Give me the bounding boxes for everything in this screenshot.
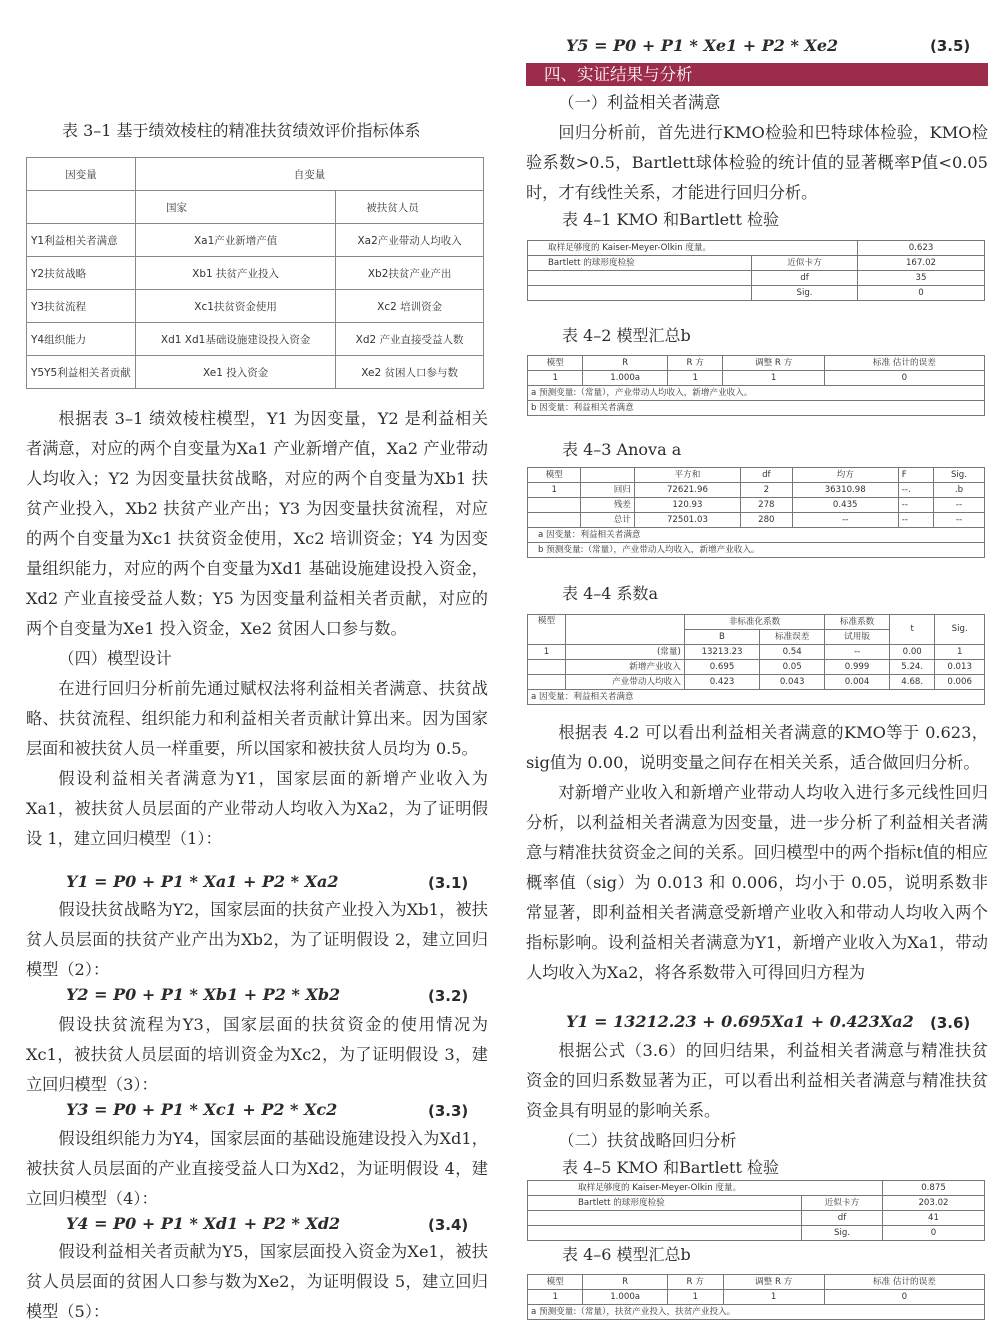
paragraph: 假设利益相关者贡献为Y5，国家层面投入资金为Xe1，被扶贫人员层面的贫困人口参与数为Xe2，为证明假设 5，建立回归模型（5）：	[26, 1242, 488, 1321]
table-cell: 总计	[581, 513, 634, 528]
anova-table-4-3	[527, 467, 985, 558]
table-cell: 36310.98	[792, 483, 898, 498]
table-header: Sig.	[933, 468, 984, 483]
subheading: （四）模型设计	[58, 649, 172, 668]
table-cell: 13213.23	[684, 645, 759, 660]
table-cell: 0.006	[935, 675, 985, 690]
table-cell: 0.013	[935, 660, 985, 675]
equation-3-5: Y5 = P0 + P1 * Xe1 + P2 * Xe2	[566, 36, 839, 55]
table-cell	[528, 513, 581, 528]
table-cell: 1.000a	[583, 1290, 667, 1305]
table-cell: 278	[740, 498, 792, 513]
table-header: 模型	[528, 468, 581, 483]
table-cell: 1	[935, 645, 985, 660]
table-cell: --.	[898, 483, 933, 498]
table-cell: 72621.96	[634, 483, 740, 498]
table-cell: --	[898, 513, 933, 528]
table-cell	[528, 660, 566, 675]
table-caption: 表 4–1 KMO 和Bartlett 检验	[562, 210, 779, 229]
table-caption: 表 3–1 基于绩效棱柱的精准扶贫绩效评价指标体系	[62, 121, 421, 140]
table-cell: 41	[883, 1211, 985, 1226]
table-note: b 因变量：利益相关者满意	[528, 401, 985, 416]
table-cell: 0.423	[684, 675, 759, 690]
table-cell: 产业带动人均收入	[565, 675, 684, 690]
table-header: 被扶贫人员	[336, 191, 484, 224]
kmo-table-4-5	[527, 1180, 985, 1241]
table-cell: 新增产业收入	[565, 660, 684, 675]
table-cell: Xb2扶贫产业产出	[336, 257, 484, 290]
table-cell: Xd1 Xd1基础设施建设投入资金	[136, 323, 336, 356]
table-header: 均方	[792, 468, 898, 483]
table-header: 模型	[528, 356, 583, 371]
table-cell: 0.999	[825, 660, 890, 675]
table-cell: 0.435	[792, 498, 898, 513]
table-cell	[528, 498, 581, 513]
table-cell: 1	[667, 1290, 723, 1305]
table-cell: 1	[528, 645, 566, 660]
paragraph: 假设扶贫流程为Y3，国家层面的扶贫资金的使用情况为Xc1，被扶贫人员层面的培训资金为Xc2，为了证明假设 3，建立回归模型（3）：	[26, 1015, 488, 1094]
table-caption: 表 4–4 系数a	[562, 584, 659, 603]
table-header: 因变量	[27, 158, 136, 191]
table-header: 标准 估计的误差	[824, 1275, 984, 1290]
table-header: 调整 R 方	[723, 1275, 824, 1290]
kmo-table-4-1	[527, 240, 985, 301]
table-header: 标准系数	[825, 615, 890, 630]
table-cell: 1	[528, 1290, 583, 1305]
table-cell: 1	[723, 1290, 824, 1305]
table-header	[581, 468, 634, 483]
table-header: F	[898, 468, 933, 483]
table-caption: 表 4–5 KMO 和Bartlett 检验	[562, 1158, 779, 1177]
table-cell: Xd2 产业直接受益人数	[336, 323, 484, 356]
subheading: （二）扶贫战略回归分析	[558, 1131, 737, 1150]
paragraph: 根据表 3–1 绩效棱柱模型，Y1 为因变量，Y2 是利益相关者满意，对应的两个自变量为Xa1 产业新增产值，Xa2 产业带动人均收入；Y2 为因变量扶贫战略，对应的两个自变量为Xb1 扶贫产业投入，Xb2 扶贫产业产出；Y3 为因变量扶贫流程，对应的两个自变量为Xc1 扶贫资金使用，Xc2 培训资金；Y4 为因变量组织能力，对应的两个自变量为Xd1 基础设施建设投入资金，Xd2 产业直接受益人数；Y5 为因变量利益相关者贡献，对应的两个自变量为Xe1 投入资金，Xe2 贫困人口参与数。	[26, 409, 488, 638]
table-cell: 取样足够度的 Kaiser-Meyer-Olkin 度量。	[528, 1181, 883, 1196]
table-cell: 0.54	[760, 645, 825, 660]
table-cell: --	[825, 645, 890, 660]
table-cell: Y2扶贫战略	[27, 257, 136, 290]
table-header: 标准误差	[760, 630, 825, 645]
table-cell: 167.02	[858, 256, 985, 271]
table-cell: 0	[824, 1290, 984, 1305]
table-cell	[528, 675, 566, 690]
equation-3-6: Y1 = 13212.23 + 0.695Xa1 + 0.423Xa2	[566, 1012, 914, 1031]
subheading: （一）利益相关者满意	[558, 93, 721, 112]
table-cell: 35	[858, 271, 985, 286]
paragraph: 在进行回归分析前先通过赋权法将利益相关者满意、扶贫战略、扶贫流程、组织能力和利益相关者贡献计算出来。因为国家层面和被扶贫人员一样重要，所以国家和被扶贫人员均为 0.5。	[26, 679, 488, 758]
table-cell: .b	[933, 483, 984, 498]
table-cell: Xb1 扶贫产业投入	[136, 257, 336, 290]
table-header: R	[583, 356, 667, 371]
equation-3-2: Y2 = P0 + P1 * Xb1 + P2 * Xb2	[66, 985, 341, 1004]
table-cell: --	[933, 498, 984, 513]
table-header: 平方和	[634, 468, 740, 483]
coefficients-table-4-4	[527, 614, 985, 705]
indicator-table	[26, 157, 484, 389]
table-cell: 近似卡方	[802, 1196, 883, 1211]
equation-number: (3.1)	[428, 874, 469, 892]
equation-number: (3.6)	[930, 1014, 971, 1032]
table-cell: --	[898, 498, 933, 513]
table-cell: 1	[667, 371, 723, 386]
paragraph: 根据表 4.2 可以看出利益相关者满意的KMO等于 0.623，sig值为 0.00，说明变量之间存在相关关系，适合做回归分析。	[526, 723, 988, 772]
table-caption: 表 4–3 Anova a	[562, 440, 682, 459]
table-header: B	[684, 630, 759, 645]
table-header: df	[740, 468, 792, 483]
table-cell: (常量)	[565, 645, 684, 660]
table-cell: df	[802, 1211, 883, 1226]
table-cell: Y1利益相关者满意	[27, 224, 136, 257]
table-cell: Xa2产业带动人均收入	[336, 224, 484, 257]
table-header: R 方	[667, 356, 723, 371]
table-cell: 0.695	[684, 660, 759, 675]
table-header: 模型	[528, 615, 566, 645]
table-cell: 0.043	[760, 675, 825, 690]
table-cell: Sig.	[752, 286, 858, 301]
equation-3-3: Y3 = P0 + P1 * Xc1 + P2 * Xc2	[66, 1100, 338, 1119]
table-caption: 表 4–6 模型汇总b	[562, 1245, 691, 1264]
table-cell: 120.93	[634, 498, 740, 513]
table-cell: Y3扶贫流程	[27, 290, 136, 323]
table-cell: 取样足够度的 Kaiser-Meyer-Olkin 度量。	[528, 241, 858, 256]
table-note: b 预测变量:（常量），产业带动人均收入，新增产业收入。	[528, 543, 985, 558]
table-cell: --	[933, 513, 984, 528]
table-header: 模型	[528, 1275, 583, 1290]
table-cell: 2	[740, 483, 792, 498]
equation-3-1: Y1 = P0 + P1 * Xa1 + P2 * Xa2	[66, 872, 339, 891]
paragraph: 对新增产业收入和新增产业带动人均收入进行多元线性回归分析，以利益相关者满意为因变量，进一步分析了利益相关者满意与精准扶贫资金之间的关系。回归模型中的两个指标t值的相应概率值（sig）为 0.013 和 0.006，均小于 0.05，说明系数非常显著，即利益相关者满意受新增产业收入和带动人均收入两个指标影响。设利益相关者满意为Y1，新增产业收入为Xa1，带动人均收入为Xa2，将各系数带入可得回归方程为	[526, 783, 988, 982]
table-cell: Sig.	[802, 1226, 883, 1241]
table-cell: Xc2 培训资金	[336, 290, 484, 323]
table-cell: 72501.03	[634, 513, 740, 528]
table-cell: Xe1 投入资金	[136, 356, 336, 389]
table-cell: 4.68.	[890, 675, 935, 690]
paragraph: 根据公式（3.6）的回归结果，利益相关者满意与精准扶贫资金的回归系数显著为正，可以看出利益相关者满意与精准扶贫资金具有明显的影响关系。	[526, 1041, 988, 1120]
paragraph: 假设组织能力为Y4，国家层面的基础设施建设投入为Xd1，被扶贫人员层面的产业直接受益人口为Xd2，为证明假设 4，建立回归模型（4）：	[26, 1129, 488, 1208]
table-cell: Xc1扶贫资金使用	[136, 290, 336, 323]
table-header: 自变量	[136, 158, 484, 191]
table-header: 国家	[136, 191, 336, 224]
table-cell: 0.004	[825, 675, 890, 690]
table-cell: 0	[858, 286, 985, 301]
table-note: a 因变量：利益相关者满意	[528, 528, 985, 543]
table-cell: Bartlett 的球形度检验	[528, 1196, 802, 1211]
paragraph: 假设扶贫战略为Y2，国家层面的扶贫产业投入为Xb1，被扶贫人员层面的扶贫产业产出为Xb2，为了证明假设 2，建立回归模型（2）：	[26, 900, 488, 979]
table-cell: 0	[883, 1226, 985, 1241]
table-note: a 因变量：利益相关者满意	[528, 690, 985, 705]
table-header: 调整 R 方	[723, 356, 824, 371]
table-cell: df	[752, 271, 858, 286]
table-cell: 0.875	[883, 1181, 985, 1196]
table-header: 标准 估计的误差	[824, 356, 984, 371]
equation-number: (3.3)	[428, 1102, 469, 1120]
table-cell: 近似卡方	[752, 256, 858, 271]
equation-3-4: Y4 = P0 + P1 * Xd1 + P2 * Xd2	[66, 1214, 341, 1233]
table-cell: Xa1产业新增产值	[136, 224, 336, 257]
table-header: 非标准化系数	[684, 615, 824, 630]
table-cell: Bartlett 的球形度检验	[528, 256, 752, 271]
table-cell: --	[792, 513, 898, 528]
paragraph: 假设利益相关者满意为Y1，国家层面的新增产业收入为Xa1，被扶贫人员层面的产业带动人均收入为Xa2，为了证明假设 1，建立回归模型（1）：	[26, 769, 488, 848]
table-header: 试用版	[825, 630, 890, 645]
table-caption: 表 4–2 模型汇总b	[562, 326, 691, 345]
table-cell: 1	[723, 371, 824, 386]
table-cell: 1	[528, 483, 581, 498]
table-cell: Y4组织能力	[27, 323, 136, 356]
table-header: R 方	[667, 1275, 723, 1290]
table-header: Sig.	[935, 615, 985, 645]
paragraph: 回归分析前，首先进行KMO检验和巴特球体检验，KMO检验系数>0.5，Bartlett球体检验的统计值的显著概率P值<0.05 时，才有线性关系，才能进行回归分析。	[526, 123, 988, 202]
model-summary-table-4-6	[527, 1274, 985, 1320]
model-summary-table-4-2	[527, 355, 985, 416]
table-header: t	[890, 615, 935, 645]
table-cell: 0	[824, 371, 984, 386]
table-header: R	[583, 1275, 667, 1290]
table-note: a 预测变量:（常量），扶贫产业投入，扶贫产业投入。	[528, 1305, 985, 1320]
table-cell: 280	[740, 513, 792, 528]
equation-number: (3.5)	[930, 37, 971, 55]
table-cell: 5.24.	[890, 660, 935, 675]
section-heading: 四、实证结果与分析	[526, 63, 988, 86]
table-cell: Xe2 贫困人口参与数	[336, 356, 484, 389]
equation-number: (3.4)	[428, 1216, 469, 1234]
table-cell: 回归	[581, 483, 634, 498]
table-cell: 0.00	[890, 645, 935, 660]
equation-number: (3.2)	[428, 987, 469, 1005]
table-cell: 1	[528, 371, 583, 386]
table-cell: 1.000a	[583, 371, 667, 386]
table-cell: 203.02	[883, 1196, 985, 1211]
table-cell: 0.623	[858, 241, 985, 256]
table-cell: 残差	[581, 498, 634, 513]
table-cell: 0.05	[760, 660, 825, 675]
table-cell: Y5Y5利益相关者贡献	[27, 356, 136, 389]
table-note: a 预测变量:（常量），产业带动人均收入，新增产业收入。	[528, 386, 985, 401]
